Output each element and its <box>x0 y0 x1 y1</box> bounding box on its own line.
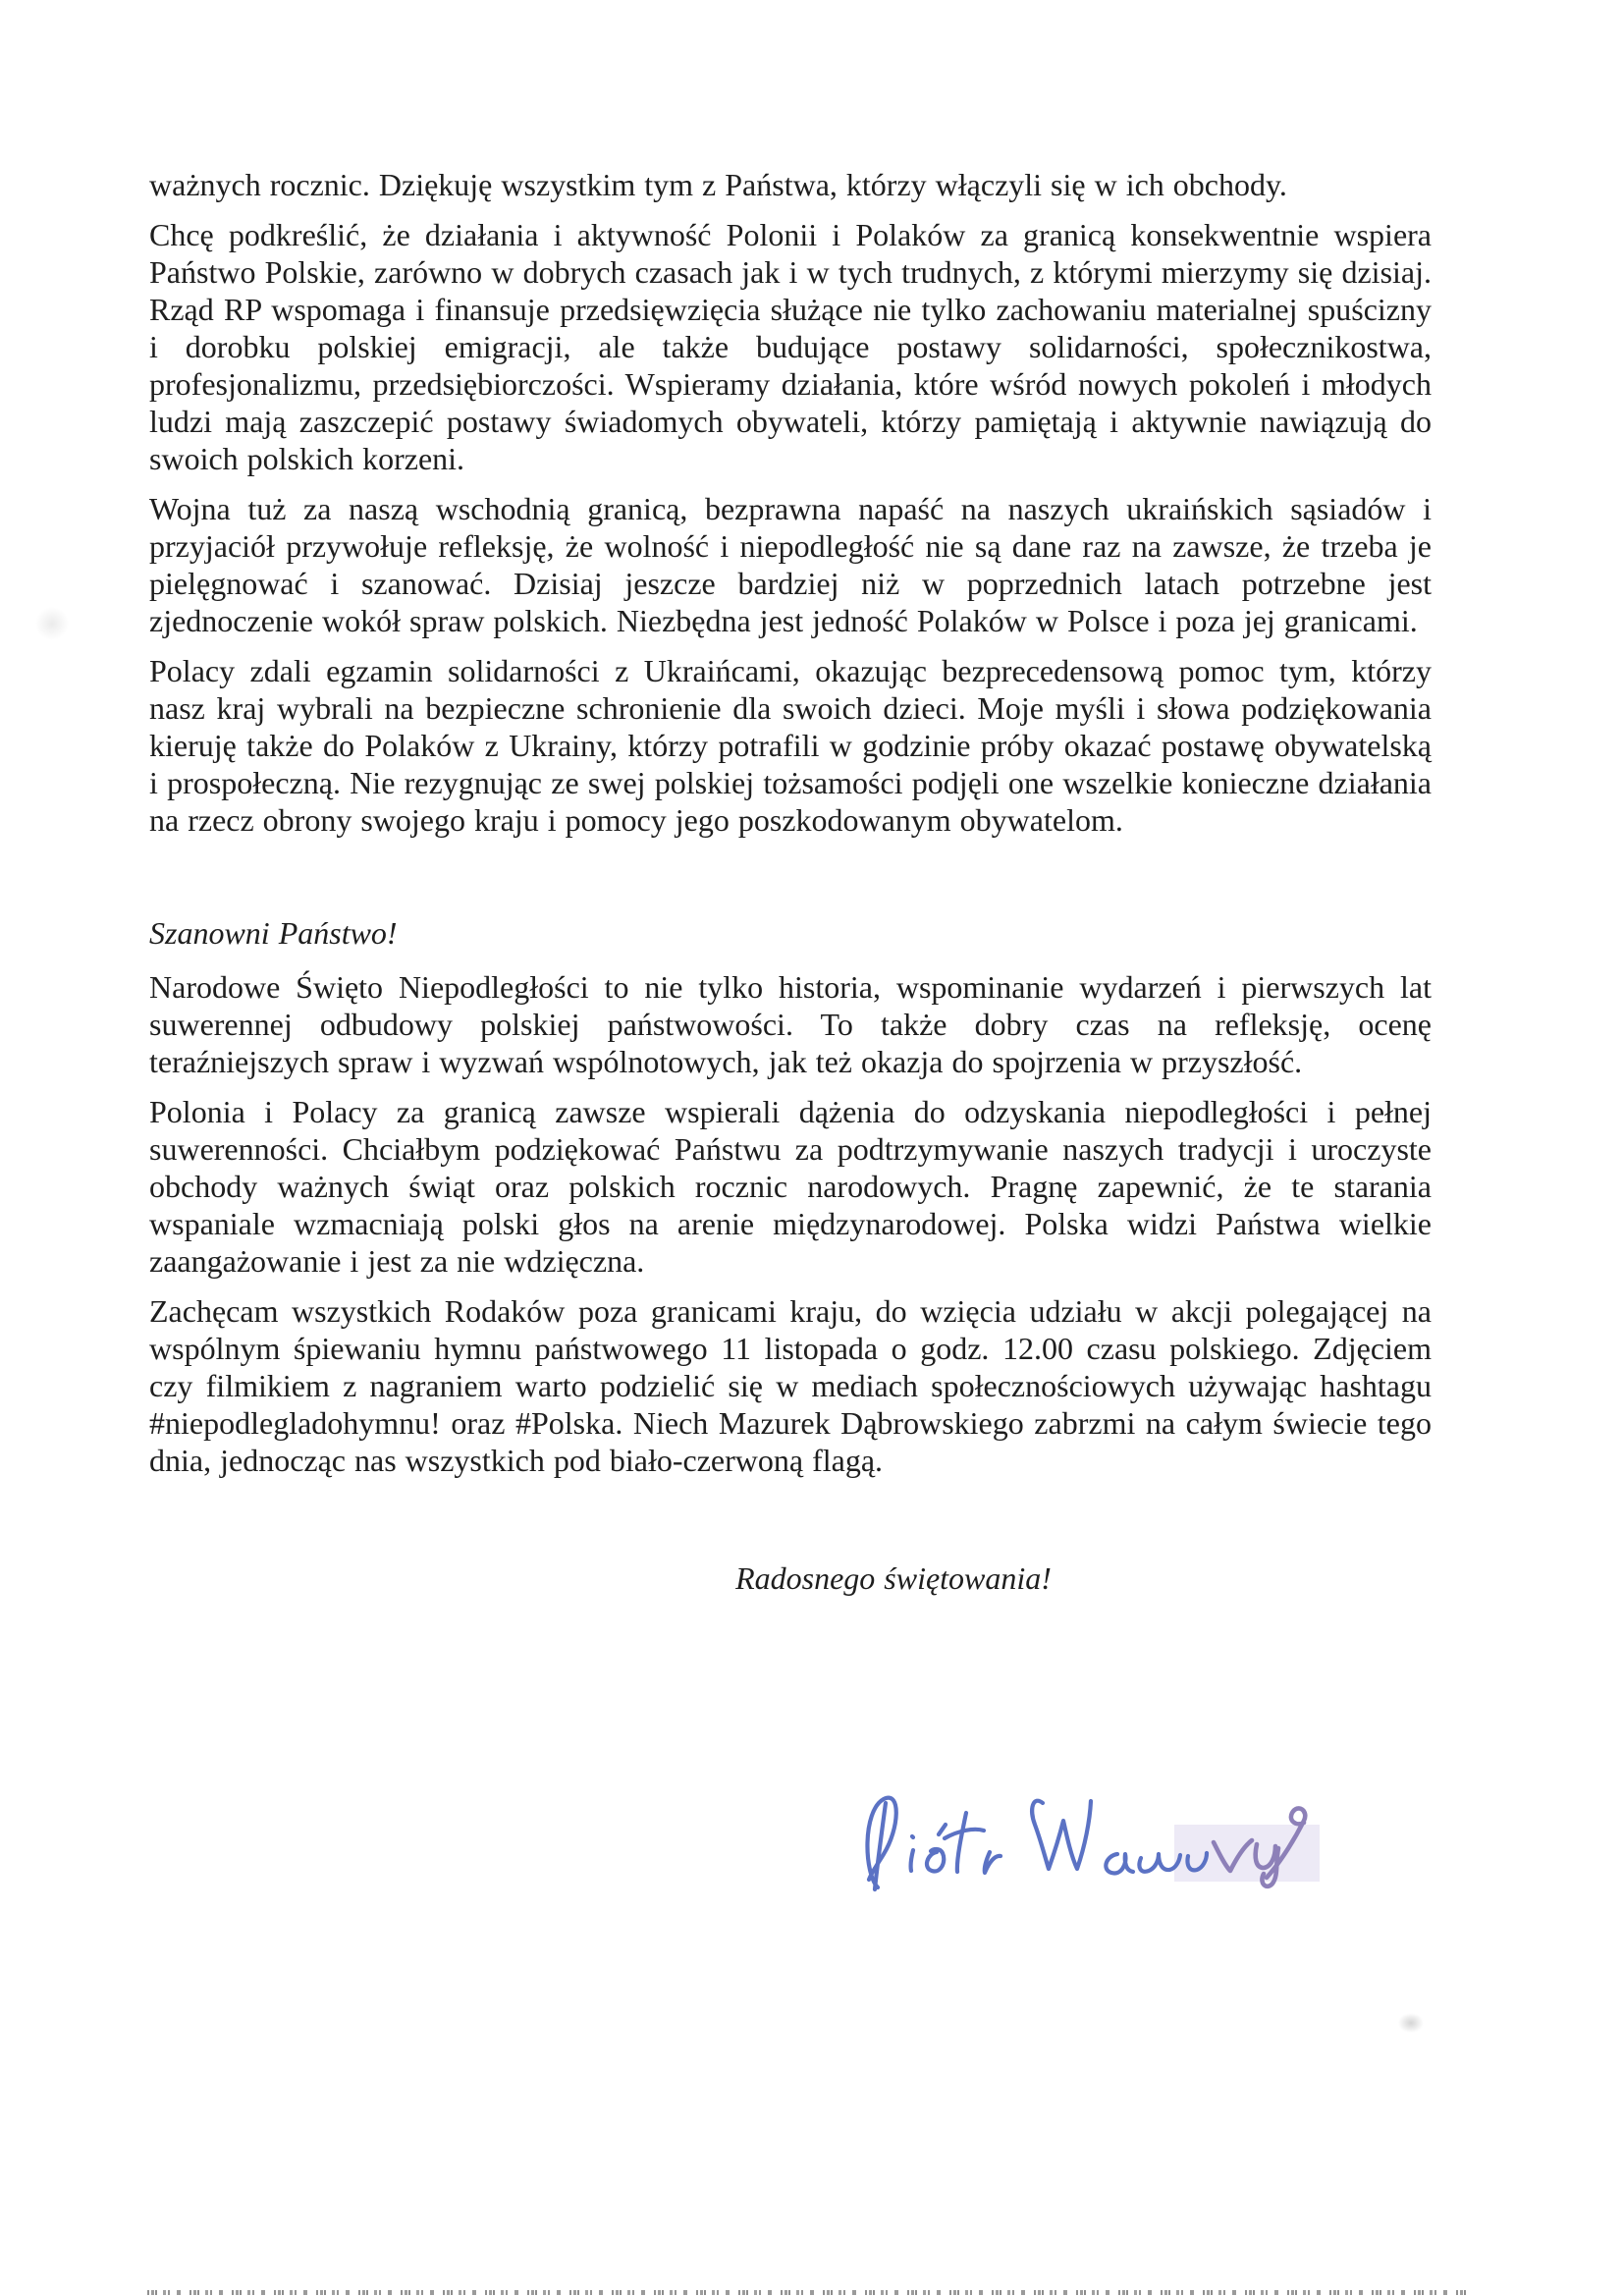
paragraph: Narodowe Święto Niepodległości to nie tylko historia, wspominanie wydarzeń i pierwszych lat suwerennej odbudowy polskiej państwowości. To także dobry czas na refleksję, ocenę teraźniejszych spraw i wyzwań wspólnotowych, jak też okazja do spojrzenia w przyszłość. <box>149 969 1432 1079</box>
paragraph: Polacy zdali egzamin solidarności z Ukraińcami, okazując bezprecedensową pomoc tym, którzy nasz kraj wybrali na bezpieczne schronienie dla swoich dzieci. Moje myśli i słowa podziękowania kieruję także do Polaków z Ukrainy, którzy potrafili w godzinie próby okazać postawę obywatelską i prospołeczną. Nie rezygnując ze swej polskiej tożsamości podjęli one wszelkie konieczne działania na rzecz obrony swojego kraju i pomocy jego poszkodowanym obywatelom. <box>149 653 1432 838</box>
paragraph: Zachęcam wszystkich Rodaków poza granicami kraju, do wzięcia udziału w akcji polegającej na wspólnym śpiewaniu hymnu państwowego 11 listopada o godz. 12.00 czasu polskiego. Zdjęciem czy filmikiem z nagraniem warto podzielić się w mediach społecznościowych używając hashtagu #niepodlegladohymnu! oraz #Polska. Niech Mazurek Dąbrowskiego zabrzmi na całym świecie tego dnia, jednocząc nas wszystkich pod biało-czerwoną flagą. <box>149 1293 1432 1478</box>
clipped-footer-text <box>147 2290 1468 2295</box>
scan-artifact <box>1398 2013 1424 2033</box>
paragraph: ważnych rocznic. Dziękuję wszystkim tym z Państwa, którzy włączyli się w ich obchody. <box>149 167 1287 202</box>
handwritten-signature <box>835 1777 1345 1964</box>
letter-body <box>149 166 1432 1610</box>
paragraph: Wojna tuż za naszą wschodnią granicą, bezprawna napaść na naszych ukraińskich sąsiadów i przyjaciół przywołuje refleksję, że wolność i niepodległość nie są dane raz na zawsze, że trzeba je pielęgnować i szanować. Dzisiaj jeszcze bardziej niż w poprzednich latach potrzebne jest zjednoczenie wokół spraw polskich. Niezbędna jest jedność Polaków w Polsce i poza jej granicami. <box>149 491 1432 638</box>
paragraph: Polonia i Polacy za granicą zawsze wspierali dążenia do odzyskania niepodległości i pełnej suwerenności. Chciałbym podziękować Państwu za podtrzymywanie naszych tradycji i uroczyste obchody ważnych świąt oraz polskich rocznic narodowych. Pragnę zapewnić, że te starania wspaniale wzmacniają polski głos na arenie międzynarodowej. Polska widzi Państwa wielkie zaangażowanie i jest za nie wdzięczna. <box>149 1094 1432 1279</box>
salutation: Szanowni Państwo! <box>149 915 398 951</box>
scan-artifact <box>35 607 69 640</box>
paragraph: Chcę podkreślić, że działania i aktywność Polonii i Polaków za granicą konsekwentnie wspiera Państwo Polskie, zarówno w dobrych czasach jak i w tych trudnych, z którymi mierzymy się dzisiaj. Rząd RP wspomaga i finansuje przedsięwzięcia służące nie tylko zachowaniu materialnej spuścizny i dorobku polskiej emigracji, ale także budujące postawy solidarności, społecznikostwa, profesjonalizmu, przedsiębiorczości. Wspieramy działania, które wśród nowych pokoleń i młodych ludzi mają zaszczepić postawy świadomych obywateli, którzy pamiętają i aktywnie nawiązują do swoich polskich korzeni. <box>149 217 1432 476</box>
closing-line: Radosnego świętowania! <box>735 1560 1052 1596</box>
